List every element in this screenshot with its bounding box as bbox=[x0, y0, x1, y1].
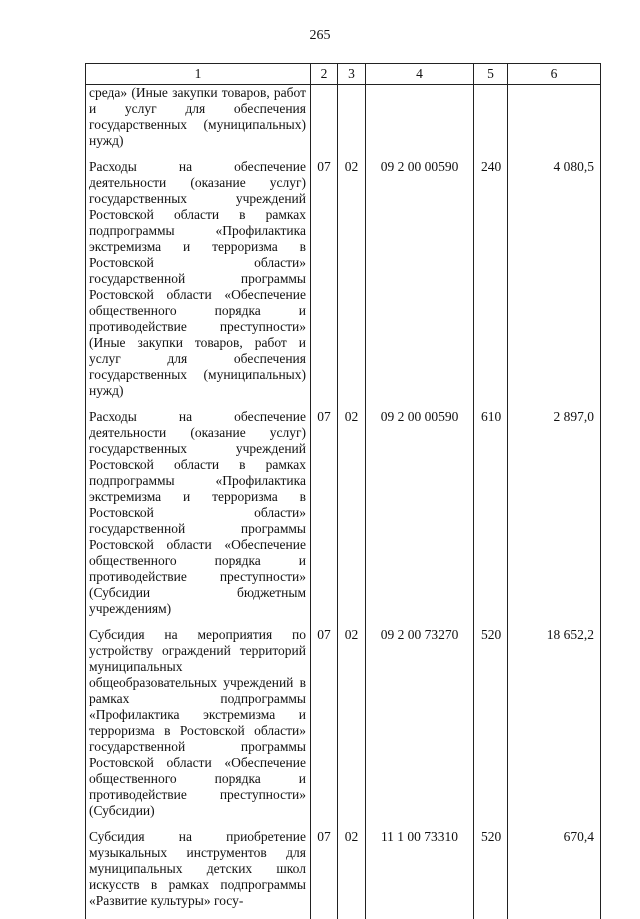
row-subsection: 02 bbox=[338, 627, 366, 829]
row-amount: 670,4 bbox=[508, 829, 601, 919]
row-target-code: 09 2 00 73270 bbox=[366, 627, 474, 829]
row-target-code: 09 2 00 00590 bbox=[366, 159, 474, 409]
row-description: Расходы на обеспечение деятельности (оказание услуг) государственных учреждений Ростовской области в рамках подпрограммы «Профилактика экстремизма и терроризма в Ростовской области» государственной программы Ростовской области «Обеспечение общественного порядка и противодействие преступности» (Иные закупки товаров, работ и услуг для обеспечения государственных (муниципальных) нужд) bbox=[86, 159, 311, 409]
row-expense-type: 240 bbox=[474, 159, 508, 409]
page-number: 265 bbox=[309, 28, 331, 43]
row-section: 07 bbox=[311, 159, 338, 409]
row-section bbox=[311, 85, 338, 160]
header-col-6: 6 bbox=[508, 64, 601, 85]
table-row bbox=[86, 159, 601, 409]
header-row bbox=[86, 64, 601, 85]
row-amount bbox=[508, 85, 601, 160]
row-section: 07 bbox=[311, 829, 338, 919]
row-amount: 4 080,5 bbox=[508, 159, 601, 409]
row-expense-type: 520 bbox=[474, 829, 508, 919]
table-row bbox=[86, 409, 601, 627]
row-subsection: 02 bbox=[338, 159, 366, 409]
row-target-code: 11 1 00 73310 bbox=[366, 829, 474, 919]
table-row bbox=[86, 627, 601, 829]
header-col-2: 2 bbox=[311, 64, 338, 85]
header-col-5: 5 bbox=[474, 64, 508, 85]
row-expense-type: 610 bbox=[474, 409, 508, 627]
row-section: 07 bbox=[311, 409, 338, 627]
row-description: Субсидия на мероприятия по устройству ограждений территорий муниципальных общеобразовательных учреждений в рамках подпрограммы «Профилактика экстремизма и терроризма в Ростовской области» государственной программы Ростовской области «Обеспечение общественного порядка и противодействие преступности» (Субсидии) bbox=[86, 627, 311, 829]
table-row bbox=[86, 85, 601, 160]
row-description: Субсидия на приобретение музыкальных инструментов для муниципальных детских школ искусств в рамках подпрограммы «Развитие культуры» госу- bbox=[86, 829, 311, 919]
row-subsection: 02 bbox=[338, 409, 366, 627]
row-subsection: 02 bbox=[338, 829, 366, 919]
row-expense-type: 520 bbox=[474, 627, 508, 829]
table-row bbox=[86, 829, 601, 919]
row-description: среда» (Иные закупки товаров, работ и услуг для обеспечения государственных (муниципальных) нужд) bbox=[86, 85, 311, 160]
row-subsection bbox=[338, 85, 366, 160]
row-expense-type bbox=[474, 85, 508, 160]
header-col-1: 1 bbox=[86, 64, 311, 85]
row-amount: 18 652,2 bbox=[508, 627, 601, 829]
header-col-3: 3 bbox=[338, 64, 366, 85]
row-description: Расходы на обеспечение деятельности (оказание услуг) государственных учреждений Ростовской области в рамках подпрограммы «Профилактика экстремизма и терроризма в Ростовской области» государственной программы Ростовской области «Обеспечение общественного порядка и противодействие преступности» (Субсидии бюджетным учреждениям) bbox=[86, 409, 311, 627]
row-target-code: 09 2 00 00590 bbox=[366, 409, 474, 627]
row-amount: 2 897,0 bbox=[508, 409, 601, 627]
row-target-code bbox=[366, 85, 474, 160]
header-col-4: 4 bbox=[366, 64, 474, 85]
budget-table bbox=[85, 63, 601, 919]
row-section: 07 bbox=[311, 627, 338, 829]
